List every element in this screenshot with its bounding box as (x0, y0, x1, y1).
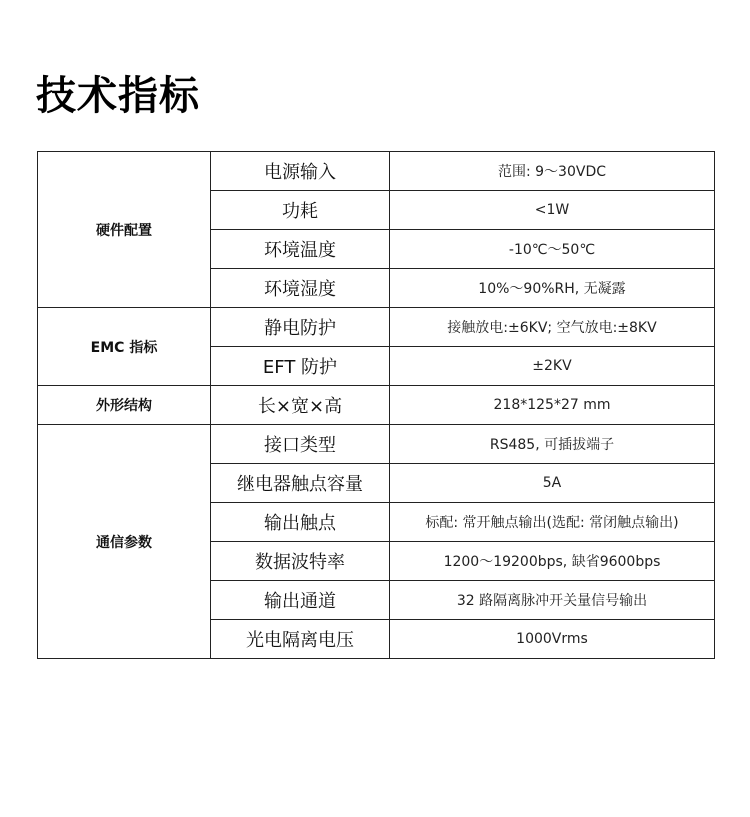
item-cell: 数据波特率 (211, 542, 390, 581)
spec-table (37, 151, 715, 659)
item-cell: 继电器触点容量 (211, 464, 390, 503)
table-row (38, 425, 715, 464)
category-cell: 硬件配置 (38, 152, 211, 308)
item-cell: 静电防护 (211, 308, 390, 347)
value-cell: 1200～19200bps, 缺省9600bps (390, 542, 715, 581)
value-cell: 218*125*27 mm (390, 386, 715, 425)
value-cell: 10%～90%RH, 无凝露 (390, 269, 715, 308)
value-cell: <1W (390, 191, 715, 230)
item-cell: 接口类型 (211, 425, 390, 464)
item-cell: 输出触点 (211, 503, 390, 542)
value-cell: 范围: 9～30VDC (390, 152, 715, 191)
item-cell: 长×宽×高 (211, 386, 390, 425)
value-cell: ±2KV (390, 347, 715, 386)
value-cell: 接触放电:±6KV; 空气放电:±8KV (390, 308, 715, 347)
item-cell: 光电隔离电压 (211, 620, 390, 659)
category-cell: 通信参数 (38, 425, 211, 659)
table-row (38, 308, 715, 347)
item-cell: 电源输入 (211, 152, 390, 191)
item-cell: 环境温度 (211, 230, 390, 269)
value-cell: 32 路隔离脉冲开关量信号输出 (390, 581, 715, 620)
value-cell: 标配: 常开触点输出(选配: 常闭触点输出) (390, 503, 715, 542)
page-title: 技术指标 (36, 73, 200, 119)
table-row (38, 152, 715, 191)
table-row (38, 386, 715, 425)
category-cell: 外形结构 (38, 386, 211, 425)
item-cell: EFT 防护 (211, 347, 390, 386)
item-cell: 输出通道 (211, 581, 390, 620)
value-cell: -10℃～50℃ (390, 230, 715, 269)
item-cell: 功耗 (211, 191, 390, 230)
category-cell: EMC 指标 (38, 308, 211, 386)
value-cell: RS485, 可插拔端子 (390, 425, 715, 464)
item-cell: 环境湿度 (211, 269, 390, 308)
value-cell: 5A (390, 464, 715, 503)
value-cell: 1000Vrms (390, 620, 715, 659)
